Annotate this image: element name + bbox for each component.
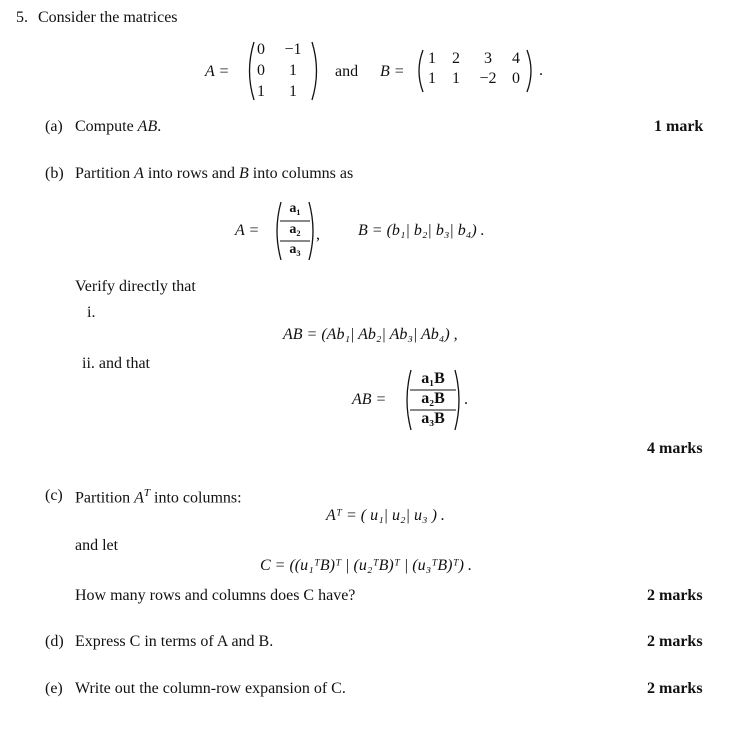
b24: 0 — [512, 70, 520, 87]
b23: −2 — [479, 70, 497, 87]
and-text: and — [335, 63, 359, 80]
part-d-text: Express C in terms of A and B. — [75, 633, 274, 650]
part-b-b: B — [239, 165, 249, 182]
part-b-text — [75, 165, 353, 183]
part-d-label: (d) — [45, 633, 64, 650]
matrix-b — [414, 48, 536, 94]
part-c-label: (c) — [45, 487, 63, 504]
part-b-t2: into rows and — [143, 165, 239, 182]
part-c-at-eq: Aᵀ = ( u₁| u₂| u₃ ) . — [326, 507, 445, 524]
part-a-end: . — [157, 118, 162, 135]
part-c-t: T — [143, 487, 151, 499]
verify-text: Verify directly that — [75, 278, 196, 295]
b13: 3 — [484, 50, 492, 67]
part-e-marks: 2 marks — [647, 680, 703, 697]
b11: 1 — [428, 50, 436, 67]
part-b-i-label: i. — [87, 304, 96, 321]
b22: 1 — [452, 70, 460, 87]
part-c-t2: into columns: — [150, 489, 242, 507]
part-a-prefix: Compute — [75, 118, 138, 135]
a-row-partition — [272, 200, 318, 262]
matrix-a-label: A = — [205, 63, 230, 80]
part-b-ii-lhs: AB = — [352, 391, 387, 408]
row-a1b: a₁B — [421, 370, 445, 387]
part-b-comma: , — [316, 226, 320, 243]
row-a2b: a₂B — [421, 390, 445, 407]
b12: 2 — [452, 50, 460, 67]
part-c-text — [75, 487, 242, 507]
part-b-t3: into columns as — [248, 165, 354, 182]
a22: 1 — [289, 62, 297, 79]
b14: 4 — [512, 50, 520, 67]
question-number: 5. — [16, 9, 28, 26]
part-b-label: (b) — [45, 165, 64, 182]
part-c-question: How many rows and columns does C have? — [75, 587, 356, 604]
part-c-t1: Partition — [75, 489, 135, 507]
row-a1: a₁ — [289, 201, 301, 216]
a31: 1 — [257, 83, 265, 100]
part-c-c-eq: C = ((u₁ᵀB)ᵀ | (u₂ᵀB)ᵀ | (u₃ᵀB)ᵀ) . — [260, 557, 472, 574]
row-a3b: a₃B — [421, 410, 445, 427]
and-let-text: and let — [75, 537, 119, 554]
part-b-a-eq: A = — [235, 222, 260, 239]
part-a-marks: 1 mark — [654, 118, 704, 135]
ab-row-partition — [402, 368, 464, 432]
part-a-text — [75, 118, 161, 136]
matrix-b-label: B = — [380, 63, 405, 80]
a32: 1 — [289, 83, 297, 100]
part-a-label: (a) — [45, 118, 63, 135]
question-intro: Consider the matrices — [38, 9, 178, 26]
part-e-label: (e) — [45, 680, 63, 697]
part-d-marks: 2 marks — [647, 633, 703, 650]
part-c-a: A — [134, 489, 144, 507]
part-b-ii-label: ii. and that — [82, 355, 150, 372]
definition-period: . — [539, 62, 543, 79]
part-b-ii-end: . — [464, 391, 468, 408]
a11: 0 — [257, 41, 265, 58]
a21: 0 — [257, 62, 265, 79]
part-e-text: Write out the column-row expansion of C. — [75, 680, 346, 697]
row-a3: a₃ — [289, 242, 301, 257]
part-a-math: AB — [137, 118, 158, 135]
a12: −1 — [284, 41, 302, 58]
b21: 1 — [428, 70, 436, 87]
part-b-t1: Partition — [75, 165, 135, 182]
part-b-a: A — [134, 165, 144, 182]
part-c-marks: 2 marks — [647, 587, 703, 604]
row-a2: a₂ — [289, 222, 301, 237]
part-b-b-eq: B = (b₁| b₂| b₃| b₄) . — [358, 222, 485, 239]
matrix-a — [244, 40, 322, 102]
part-b-marks: 4 marks — [647, 440, 703, 457]
part-b-i-eq: AB = (Ab₁| Ab₂| Ab₃| Ab₄) , — [283, 326, 458, 343]
